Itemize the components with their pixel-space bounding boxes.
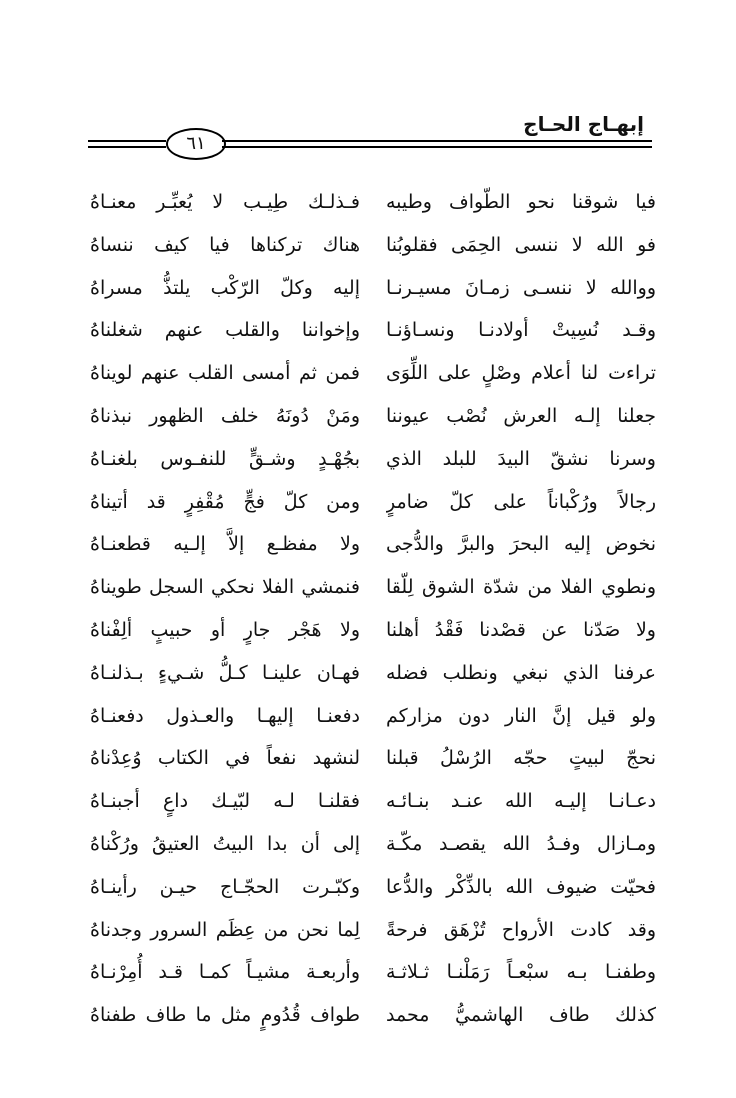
verse-first-hemistich: ووالله لا ننسـى زمـانَ مسيـرنـا [386,276,656,299]
book-title: إبهـاج الحـاج [523,112,644,136]
verse-row [90,610,656,653]
poem [90,182,656,1038]
verse-second-hemistich: فهـان علينـا كـلُّ شـيءٍ بـذلنـاهُ [90,661,360,684]
verse-second-hemistich: ولا هَجْر جارٍ أو حبيبٍ ألِفْناهُ [90,618,360,641]
verse-first-hemistich: فحيّت ضيوف الله بالذِّكْر والدُّعا [386,875,656,898]
verse-first-hemistich: ولو قيل إنَّ النار دون مزاركم [386,704,656,727]
verse-second-hemistich: فـذلـك طِيـب لا يُعبِّـر معنـاهُ [90,191,360,213]
header-rule-left-bottom [88,146,166,148]
verse-first-hemistich: نخوض إليه البحرَ والبرَّ والدُّجى [386,533,656,556]
verse-first-hemistich: وقد كادت الأرواح تُزْهَق فرحةً [386,918,656,941]
verse-first-hemistich: عرفنا الذي نبغي ونطلب فضله [386,661,656,684]
verse-first-hemistich: وطفنـا بـه سبْعـاً رَمَلْنـا ثـلاثـة [386,961,656,984]
verse-first-hemistich: فيا شوقنا نحو الطّواف وطيبه [386,191,656,213]
verse-row [90,182,656,225]
verse-second-hemistich: ولا مفظـع إلاَّ إلـيه قطعنـاهُ [90,533,360,556]
verse-second-hemistich: دفعنـا إليهـا والعـذول دفعنـاهُ [90,704,360,727]
header-rule-right-bottom [222,146,652,148]
verse-row [90,567,656,610]
verse-second-hemistich: ومن كلّ فجٍّ مُقْفِرٍ قد أتيناهُ [90,490,360,513]
verse-row [90,396,656,439]
verse-second-hemistich: وأربعـة مشيـاً كمـا قـد أُمِرْنـاهُ [90,961,360,984]
verse-second-hemistich: فقلنـا لـه لبّيـك داعٍ أجبنـاهُ [90,790,360,813]
verse-first-hemistich: ونطوي الفلا من شدّة الشوق لِلّقا [386,576,656,599]
verse-row [90,310,656,353]
verse-row [90,353,656,396]
verse-first-hemistich: كذلك طاف الهاشميُّ محمد [386,1004,656,1027]
verse-first-hemistich: فو الله لا ننسى الحِمَى فقلوبُنا [386,233,656,256]
verse-row [90,952,656,995]
verse-row [90,781,656,824]
verse-second-hemistich: فنمشي الفلا نحكي السجل طويناهُ [90,576,360,599]
verse-row [90,910,656,953]
verse-row [90,867,656,910]
verse-second-hemistich: إليه وكلّ الرّكْب يلتذُّ مسراهُ [90,276,360,299]
verse-first-hemistich: تراءت لنا أعلام وصْلٍ على اللِّوَى [386,362,656,385]
verse-second-hemistich: فمن ثم أمسى القلب عنهم لويناهُ [90,362,360,385]
header-rule-right-top [222,140,652,142]
verse-first-hemistich: وسرنا نشقّ البيدَ للبلد الذي [386,447,656,470]
verse-second-hemistich: بجُهْـدٍ وشـقٍّ للنفـوس بلغنـاهُ [90,447,360,470]
verse-row [90,653,656,696]
verse-second-hemistich: وكبّـرت الحجّـاج حيـن رأينـاهُ [90,875,360,898]
verse-row [90,995,656,1038]
verse-second-hemistich: ومَنْ دُونَهُ خلف الظهور نبذناهُ [90,404,360,427]
verse-second-hemistich: هناك تركناها فيا كيف ننساهُ [90,233,360,256]
page-number: ٦١ [166,128,226,160]
verse-second-hemistich: طواف قُدُومٍ مثل ما طاف طفناهُ [90,1004,360,1027]
verse-first-hemistich: جعلنا إلـه العرش نُصْب عيوننا [386,404,656,427]
verse-second-hemistich: إلى أن بدا البيتُ العتيقُ ورُكْناهُ [90,832,360,855]
verse-first-hemistich: نحجّ لبيتٍ حجّه الرُسْلُ قبلنا [386,747,656,770]
verse-row [90,738,656,781]
verse-first-hemistich: ولا صَدّنا عن قصْدنا فَقْدُ أهلنا [386,618,656,641]
verse-row [90,524,656,567]
verse-first-hemistich: دعـانـا إليـه الله عنـد بنـائـه [386,790,656,813]
header-rule-left-top [88,140,166,142]
verse-row [90,268,656,311]
verse-first-hemistich: ومـازال وفـدُ الله يقصـد مكّـة [386,832,656,855]
page-header [0,0,736,170]
verse-row [90,696,656,739]
verse-row [90,482,656,525]
verse-second-hemistich: لِما نحن من عِظَم السرور وجدناهُ [90,918,360,941]
verse-first-hemistich: رجالاً ورُكْباناً على كلّ ضامرٍ [386,490,656,513]
verse-second-hemistich: وإخواننا والقلب عنهم شغلناهُ [90,319,360,342]
verse-row [90,439,656,482]
verse-row [90,225,656,268]
verse-row [90,824,656,867]
verse-first-hemistich: وقـد نُسِيتْ أولادنـا ونسـاؤنـا [386,319,656,342]
verse-second-hemistich: لنشهد نفعاً في الكتاب وُعِدْناهُ [90,747,360,770]
